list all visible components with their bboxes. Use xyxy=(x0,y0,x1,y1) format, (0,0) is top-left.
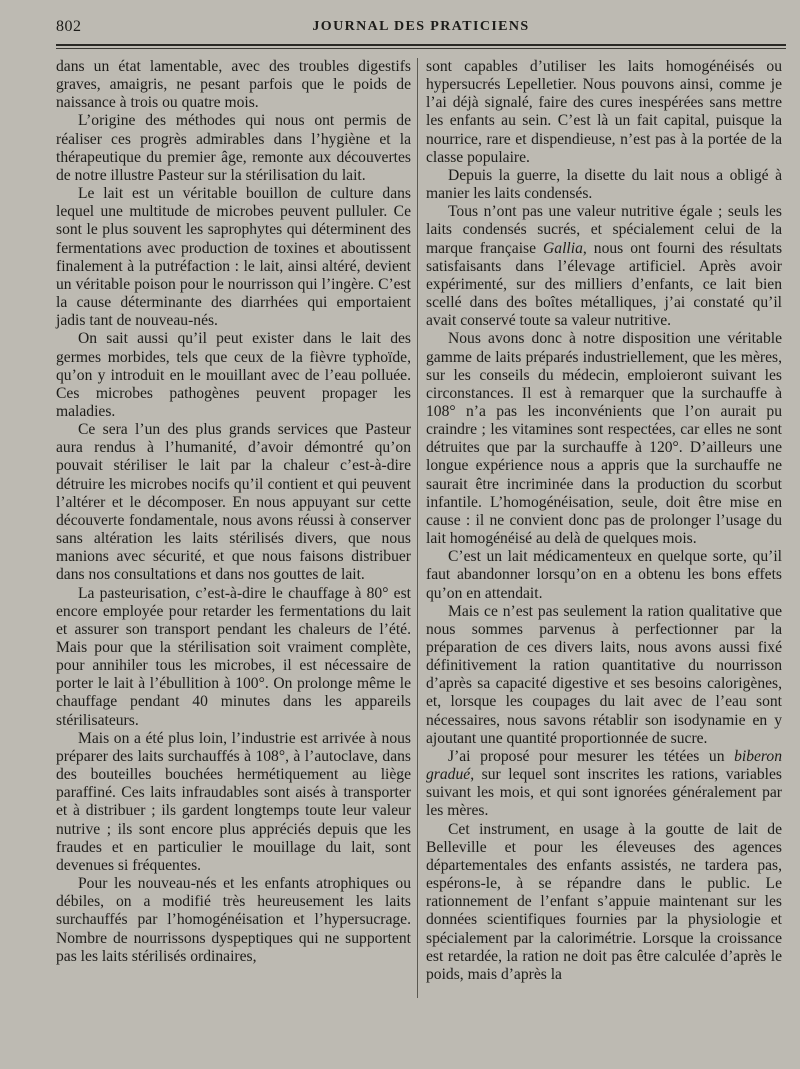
italic-term: Gallia xyxy=(543,239,583,257)
paragraph: Ce sera l’un des plus grands services que Pasteur aura rendus à l’humanité, d’avoir démontré qu’on pouvait stériliser le lait par la chaleur c’est-à-dire détruire les microbes nocifs qu’il contient et qui peuvent l’altérer et le décomposer. En nous appuyant sur cette découverte fondamentale, nous avons réussi à conserver sans altération les laits stérilisés divers, que nous manions avec sécurité, et que nous faisons distribuer dans nos consultations et dans nos gouttes de lait. xyxy=(56,421,411,584)
paragraph: Nous avons donc à notre disposition une véritable gamme de laits préparés industriellement, que les mères, sur les conseils du médecin, emploieront suivant les circonstances. Il est à remarquer que la surchauffe à 108° n’a pas les inconvénients que l’on aurait pu craindre ; les vitamines sont respectées, car elles ne sont détruites que par la surchauffe à 120°. D’ailleurs une longue expérience nous a appris que la surchauffe ne saurait être incriminée dans la production du scorbut infantile. L’homogénéisation, seule, doit être mise en cause : il ne convient donc pas de prolonger l’usage du lait homogénéisé au delà de quelques mois. xyxy=(426,330,782,548)
paragraph: Depuis la guerre, la disette du lait nous a obligé à manier les laits condensés. xyxy=(426,166,782,203)
left-column xyxy=(56,58,411,966)
header-rule-thick xyxy=(56,44,786,46)
paragraph: Pour les nouveau-nés et les enfants atrophiques ou débiles, on a modifié très heureusement les laits surchauffés par l’homogénéisation et l’hypersucrage. Nombre de nourrissons dyspeptiques qui ne supportent pas les laits stérilisés ordinaires, xyxy=(56,875,411,965)
paragraph: Mais on a été plus loin, l’industrie est arrivée à nous préparer des laits surchauffés à 108°, à l’autoclave, dans des bouteilles bouchées hermétiquement au liège paraffiné. Ces laits infraudables sont aisés à transporter et à distribuer ; ils gardent longtemps toute leur valeur nutrive ; ils sont encore plus appréciés depuis que les fraudes et en particulier le mouillage du lait, sont devenues si fréquentes. xyxy=(56,729,411,874)
page-header xyxy=(56,16,786,42)
right-column xyxy=(426,58,782,984)
paragraph: sont capables d’utiliser les laits homogénéisés ou hypersucrés Lepelletier. Nous pouvons ainsi, comme je l’ai déjà signalé, faire des cures inespérées sans mettre les enfants au sein. C’est là un fait capital, puisque la nourrice, rare et dispendieuse, n’est pas à la portée de la classe populaire. xyxy=(426,58,782,166)
paragraph: C’est un lait médicamenteux en quelque sorte, qu’il faut abandonner lorsqu’on en a obtenu les bons effets qu’on en attendait. xyxy=(426,548,782,602)
paragraph: La pasteurisation, c’est-à-dire le chauffage à 80° est encore employée pour retarder les fermentations du lait et assurer son transport pendant les chaleurs de l’été. Mais pour que la stérilisation soit vraiment complète, pour annihiler tous les microbes, il est nécessaire de porter le lait à l’ébullition à 100°. On prolonge même le chauffage pendant 40 minutes dans les appareils stérilisateurs. xyxy=(56,584,411,729)
paragraph: Mais ce n’est pas seulement la ration qualitative que nous sommes parvenus à perfectionner par la préparation de ces divers laits, nous avons aussi fixé définitivement la ration quantitative du nourrisson d’après sa capacité digestive et ses besoins calorigènes, et, lorsque les coupages du lait avec de l’eau sont nécessaires, nous savons rétablir son isodynamie en y ajoutant une quantité proportionnée de sucre. xyxy=(426,602,782,747)
paragraph xyxy=(426,748,782,821)
paragraph: L’origine des méthodes qui nous ont permis de réaliser ces progrès admirables dans l’hygiène et la thérapeutique du premier âge, remonte aux découvertes de notre illustre Pasteur sur la stérilisation du lait. xyxy=(56,112,411,184)
paragraph-text: Tous n’ont pas une valeur nutritive égale ; seuls les laits condensés sucrés, et spécialement celui de la marque française xyxy=(426,203,782,257)
paragraph: Le lait est un véritable bouillon de culture dans lequel une multitude de microbes peuvent pulluler. Ce sont le plus souvent les saprophytes qui déterminent des fermentations avec production de toxines et aboutissent finalement à la putréfaction : le lait, ainsi altéré, devient un véritable poison pour le nourrisson qui l’ingère. C’est la cause déterminante des diarrhées qui emportaient jadis tant de nouveau-nés. xyxy=(56,185,411,330)
italic-term: biberon gradué xyxy=(426,747,782,784)
column-divider xyxy=(417,58,418,998)
paragraph: Cet instrument, en usage à la goutte de lait de Belleville et pour les éleveuses des agences départementales des enfants assistés, ne tardera pas, espérons-le, à se répandre dans le public. Le rationnement de l’enfant s’appuie maintenant sur les données scientifiques fournies par la physiologie et spécialement par la calorimétrie. Lorsque la croissance est retardée, la ration ne doit pas être calculée d’après le poids, mais d’après la xyxy=(426,820,782,983)
paragraph: dans un état lamentable, avec des troubles digestifs graves, amaigris, ne pesant parfois que le poids de naissance à trois ou quatre mois. xyxy=(56,58,411,112)
page-number: 802 xyxy=(56,18,82,35)
paragraph xyxy=(426,203,782,330)
paragraph-text: , sur lequel sont inscrites les rations, variables suivant les mois, et qui sont ignorées généralement par les mères. xyxy=(426,766,782,820)
running-title: JOURNAL DES PRATICIENS xyxy=(312,19,530,34)
paragraph: On sait aussi qu’il peut exister dans le lait des germes morbides, tels que ceux de la fièvre typhoïde, qu’on y introduit en le mouillant avec de l’eau polluée. Ces microbes pathogènes peuvent propager les maladies. xyxy=(56,330,411,420)
paragraph-text: J’ai proposé pour mesurer les tétées un xyxy=(448,747,735,765)
paragraph-text: , nous ont fourni des résultats satisfaisants dans l’élevage artificiel. Après avoir expérimenté, sur des milliers d’enfants, ce lait bien scellé dans des boîtes métalliques, j’ai constaté qu’il avait conservé toute sa valeur nutritive. xyxy=(426,239,783,330)
header-rule-thin xyxy=(56,48,786,49)
